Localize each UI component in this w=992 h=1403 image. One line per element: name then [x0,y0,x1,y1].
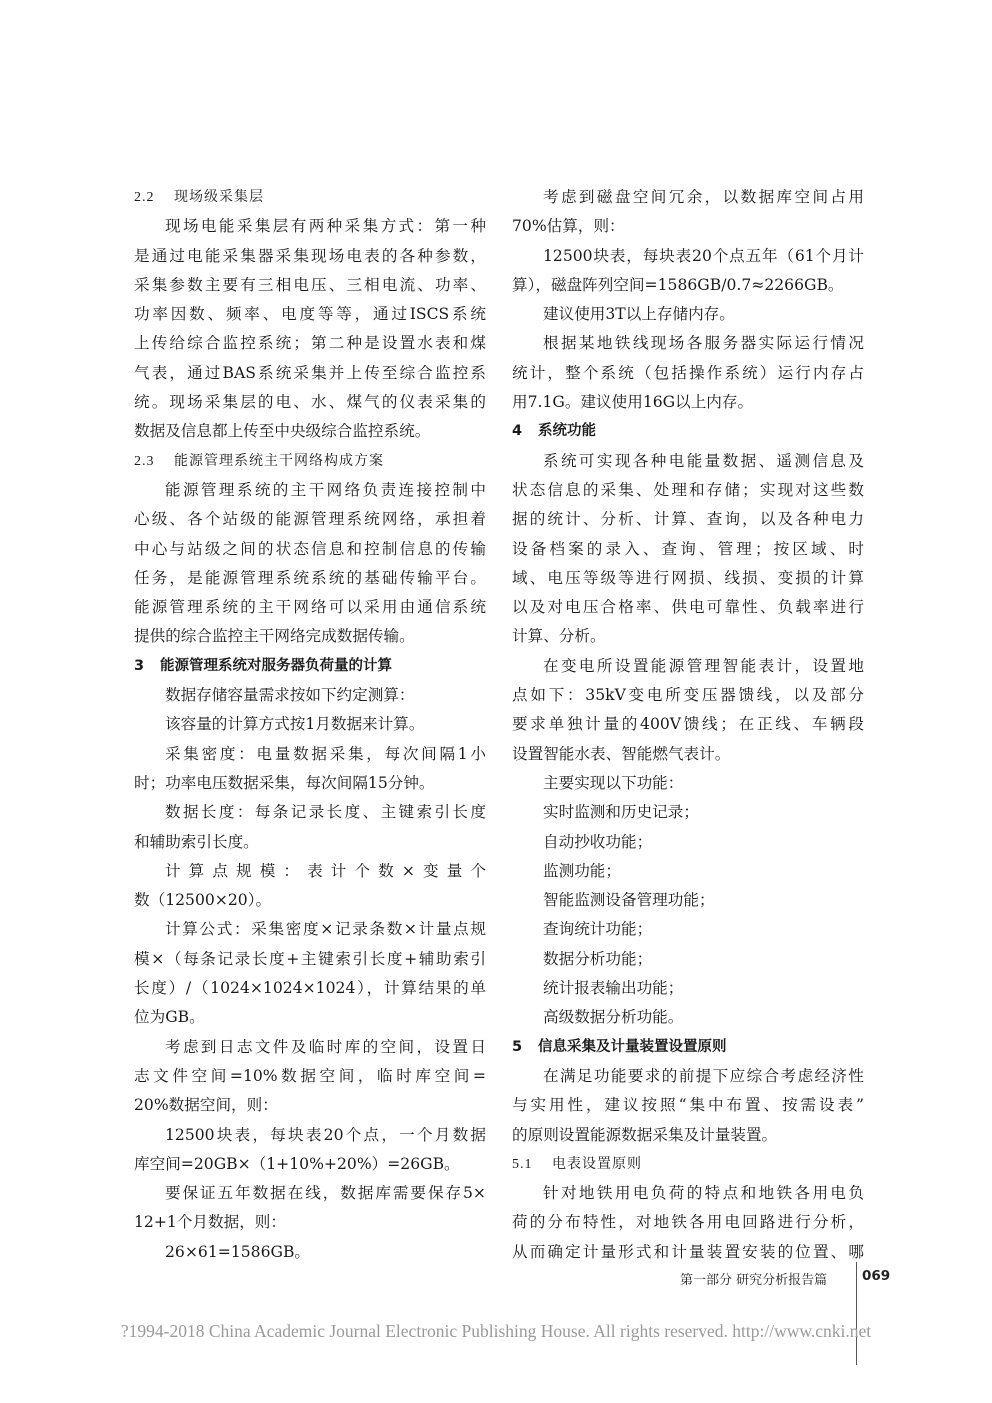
heading-number: 3 [134,657,145,674]
heading-text: 能源管理系统对服务器负荷量的计算 [160,657,392,674]
text-line: 数据存储容量需求按如下约定测算： [165,686,415,705]
text-line: 智能监测设备管理功能； [543,891,715,910]
page-number: 069 [862,1268,891,1284]
section-heading [134,652,486,681]
text-line: 统。现场采集层的电、水、煤气的仪表采集的 [134,393,486,412]
text-line: 高级数据分析功能。 [543,1008,684,1027]
text-line: 任务，是能源管理系统系统的基础传输平台。 [134,568,486,587]
heading-text: 信息采集及计量装置设置原则 [538,1038,727,1055]
text-line: 是通过电能采集器采集现场电表的各种参数， [134,246,486,265]
section-heading [512,417,864,446]
text-line: 考虑到磁盘空间冗余，以数据库空间占用 [543,188,864,206]
text-line: 志文件空间=10%数据空间，临时库空间= [134,1066,486,1085]
text-line: 计算、分析。 [512,627,606,646]
text-line: 设备档案的录入、查询、管理；按区域、时 [512,539,864,558]
subsection-heading [512,1150,864,1179]
text-line: 在变电所设置能源管理智能表计，设置地 [543,656,864,675]
text-line: 与实用性，建议按照“集中布置、按需设表” [512,1096,864,1115]
text-line: 库空间=20GB×（1+10%+20%）=26GB。 [134,1154,460,1173]
text-line: 自动抄收功能； [543,832,653,851]
text-line: 针对地铁用电负荷的特点和地铁各用电负 [543,1184,864,1203]
text-line: 计算点规模：表计个数×变量个 [165,861,486,880]
heading-text: 能源管理系统主干网络构成方案 [174,452,384,469]
text-line: 以及对电压合格率、供电可靠性、负载率进行 [512,598,864,617]
text-line: 该容量的计算方式按1月数据来计算。 [165,715,425,734]
heading-text: 电表设置原则 [552,1155,642,1172]
text-line: 用7.1G。建议使用16G以上内存。 [512,393,754,412]
text-line: 模×（每条记录长度+主键索引长度+辅助索引 [134,949,486,968]
text-line: 查询统计功能； [543,920,653,939]
text-line: 根据某地铁线现场各服务器实际运行情况 [543,334,864,353]
text-line: 域、电压等级等进行网损、线损、变损的计算 [512,568,864,587]
text-line: 位为GB。 [134,1008,205,1027]
subsection-heading [134,183,486,212]
heading-text: 现场级采集层 [174,189,264,205]
text-line: 数据长度：每条记录长度、主键索引长度 [165,803,486,822]
text-line: 算），磁盘阵列空间=1586GB/0.7≈2266GB。 [512,275,844,294]
text-line: 监测功能； [543,861,621,880]
text-line: 气表，通过BAS系统采集并上传至综合监控系 [134,363,486,382]
text-line: 要求单独计量的400V馈线；在正线、车辆段 [512,715,864,734]
text-line: 12+1个月数据，则： [134,1213,286,1232]
text-line: 点如下：35kV变电所变压器馈线，以及部分 [512,686,864,705]
text-line: 70%估算，则： [512,217,625,236]
subsection-heading [134,447,486,476]
heading-number: 2.2 [134,190,155,205]
text-line: 长度）/（1024×1024×1024），计算结果的单 [134,979,486,998]
text-line: 实时监测和历史记录； [543,803,699,822]
text-line: 时；功率电压数据采集，每次间隔15分钟。 [134,773,435,792]
text-line: 统计，整个系统（包括操作系统）运行内存占 [512,363,864,382]
text-line: 数（12500×20）。 [134,891,272,910]
copyright-watermark: ?1994-2018 China Academic Journal Electronic Publishing House. All rights reserved. http://www.cnki.net [120,1321,872,1341]
text-line: 能源管理系统的主干网络负责连接控制中 [165,480,486,499]
heading-text: 系统功能 [538,423,596,440]
text-line: 统计报表输出功能； [543,979,684,998]
right-column [512,183,864,1267]
section-heading [512,1033,864,1062]
text-line: 要保证五年数据在线，数据库需要保存5× [165,1184,486,1203]
text-line: 20%数据空间，则： [134,1096,278,1115]
text-line: 考虑到日志文件及临时库的空间，设置日 [165,1037,486,1056]
text-line: 上传给综合监控系统；第二种是设置水表和煤 [134,334,486,353]
text-line: 12500块表，每块表20个点，一个月数据 [165,1125,486,1144]
text-line: 计算公式：采集密度×记录条数×计量点规 [165,920,486,939]
text-line: 26×61=1586GB。 [165,1242,311,1261]
text-line: 能源管理系统的主干网络可以采用由通信系统 [134,598,486,617]
text-line: 建议使用3T以上存储内存。 [543,305,735,324]
text-line: 在满足功能要求的前提下应综合考虑经济性 [543,1066,864,1085]
text-line: 数据及信息都上传至中央级综合监控系统。 [134,422,431,441]
text-line: 主要实现以下功能： [543,773,684,792]
text-line: 现场电能采集层有两种采集方式：第一种 [165,217,486,236]
heading-number: 5.1 [512,1156,533,1172]
text-line: 12500块表，每块表20个点五年（61个月计 [543,246,864,265]
left-column [134,183,486,1267]
text-line: 据的统计、分析、计算、查询，以及各种电力 [512,510,864,529]
text-line: 数据分析功能； [543,949,653,968]
text-line: 荷的分布特性，对地铁各用电回路进行分析， [512,1213,864,1232]
text-line: 心级、各个站级的能源管理系统网络，承担着 [134,510,486,529]
text-line: 从而确定计量形式和计量装置安装的位置、哪 [512,1242,864,1261]
text-line: 采集密度：电量数据采集，每次间隔1小 [165,744,486,763]
text-line: 提供的综合监控主干网络完成数据传输。 [134,627,415,646]
text-line: 设置智能水表、智能燃气表计。 [512,744,731,763]
text-line: 中心与站级之间的状态信息和控制信息的传输 [134,539,486,558]
footer-divider [856,1262,857,1365]
text-line: 采集参数主要有三相电压、三相电流、功率、 [134,275,486,294]
text-line: 的原则设置能源数据采集及计量装置。 [512,1125,778,1144]
text-line: 功率因数、频率、电度等等，通过ISCS系统 [134,305,486,324]
heading-number: 5 [512,1038,523,1055]
heading-number: 2.3 [134,453,155,469]
footer-section-label: 第一部分 研究分析报告篇 [680,1273,828,1288]
heading-number: 4 [512,423,523,440]
text-line: 状态信息的采集、处理和存储；实现对这些数 [512,480,864,499]
text-line: 和辅助索引长度。 [134,832,259,851]
text-line: 系统可实现各种电能量数据、遥测信息及 [543,451,864,470]
